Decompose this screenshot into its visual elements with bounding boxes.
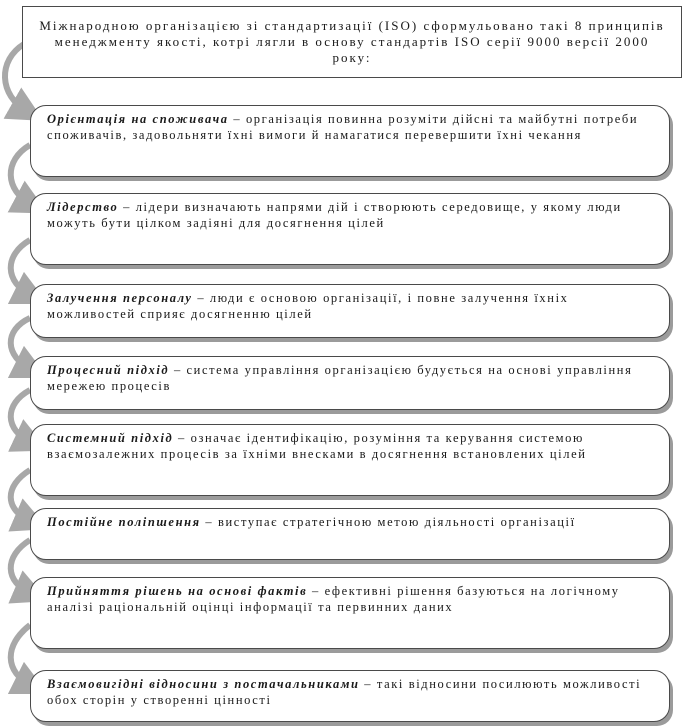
- principle-box-8: [30, 670, 670, 722]
- connector-arrow-8: [11, 625, 32, 686]
- principle-name: Прийняття рішень на основі фактів: [47, 584, 308, 598]
- principle-description: – організація повинна розуміти дійсні та майбутні потреби споживачів, задовольняти їхні вимоги й намагатися перевершити їхні чекання: [47, 112, 639, 142]
- principle-name: Залучення персоналу: [47, 291, 193, 305]
- principle-description: – такі відносини посилюють можливості обох сторін у створенні цінності: [47, 677, 642, 707]
- principle-box-5: [30, 424, 670, 496]
- principle-description: – люди є основою організації, і повне залучення їхніх можливостей сприяє досягненню цілей: [47, 291, 569, 321]
- connector-arrow-6: [11, 470, 32, 522]
- principle-name: Постійне поліпшення: [47, 515, 201, 529]
- connector-arrow-3: [11, 240, 32, 296]
- principle-box-3: [30, 284, 670, 338]
- principle-box-4: [30, 356, 670, 410]
- connector-arrow-7: [11, 540, 32, 594]
- principle-description: – лідери визначають напрями дій і створюють середовище, у якому люди можуть бути цілком задіяні для досягнення цілей: [47, 200, 622, 230]
- connector-arrow-5: [11, 390, 32, 443]
- principle-description: – система управління організацією будується на основі управління мережею процесів: [47, 363, 633, 393]
- principle-box-6: [30, 508, 670, 560]
- intro-box: [22, 6, 682, 78]
- principle-name: Системний підхід: [47, 431, 174, 445]
- principle-description: – ефективні рішення базуються на логічному аналізі раціональній оцінці інформації та первинних даних: [47, 584, 620, 614]
- principle-box-1: [30, 105, 670, 177]
- principle-description: – виступає стратегічною метою діяльності організації: [200, 515, 576, 529]
- principle-name: Лідерство: [47, 200, 119, 214]
- intro-text: Міжнародною організацією зі стандартизації (ISO) сформульовано такі 8 принципів менеджменту якості, котрі лягли в основу стандартів ISO серії 9000 версії 2000 року:: [39, 18, 665, 65]
- connector-arrow-4: [11, 318, 32, 370]
- connector-arrow-2: [11, 145, 32, 205]
- principle-box-2: [30, 193, 670, 265]
- principle-name: Взаємовигідні відносини з постачальниками: [47, 677, 360, 691]
- principle-name: Процесний підхід: [47, 363, 170, 377]
- principle-description: – означає ідентифікацію, розуміння та керування системою взаємозалежних процесів за їхніми внесками в досягнення встановлених цілей: [47, 431, 587, 461]
- principle-name: Орієнтація на споживача: [47, 112, 229, 126]
- principle-box-7: [30, 577, 670, 649]
